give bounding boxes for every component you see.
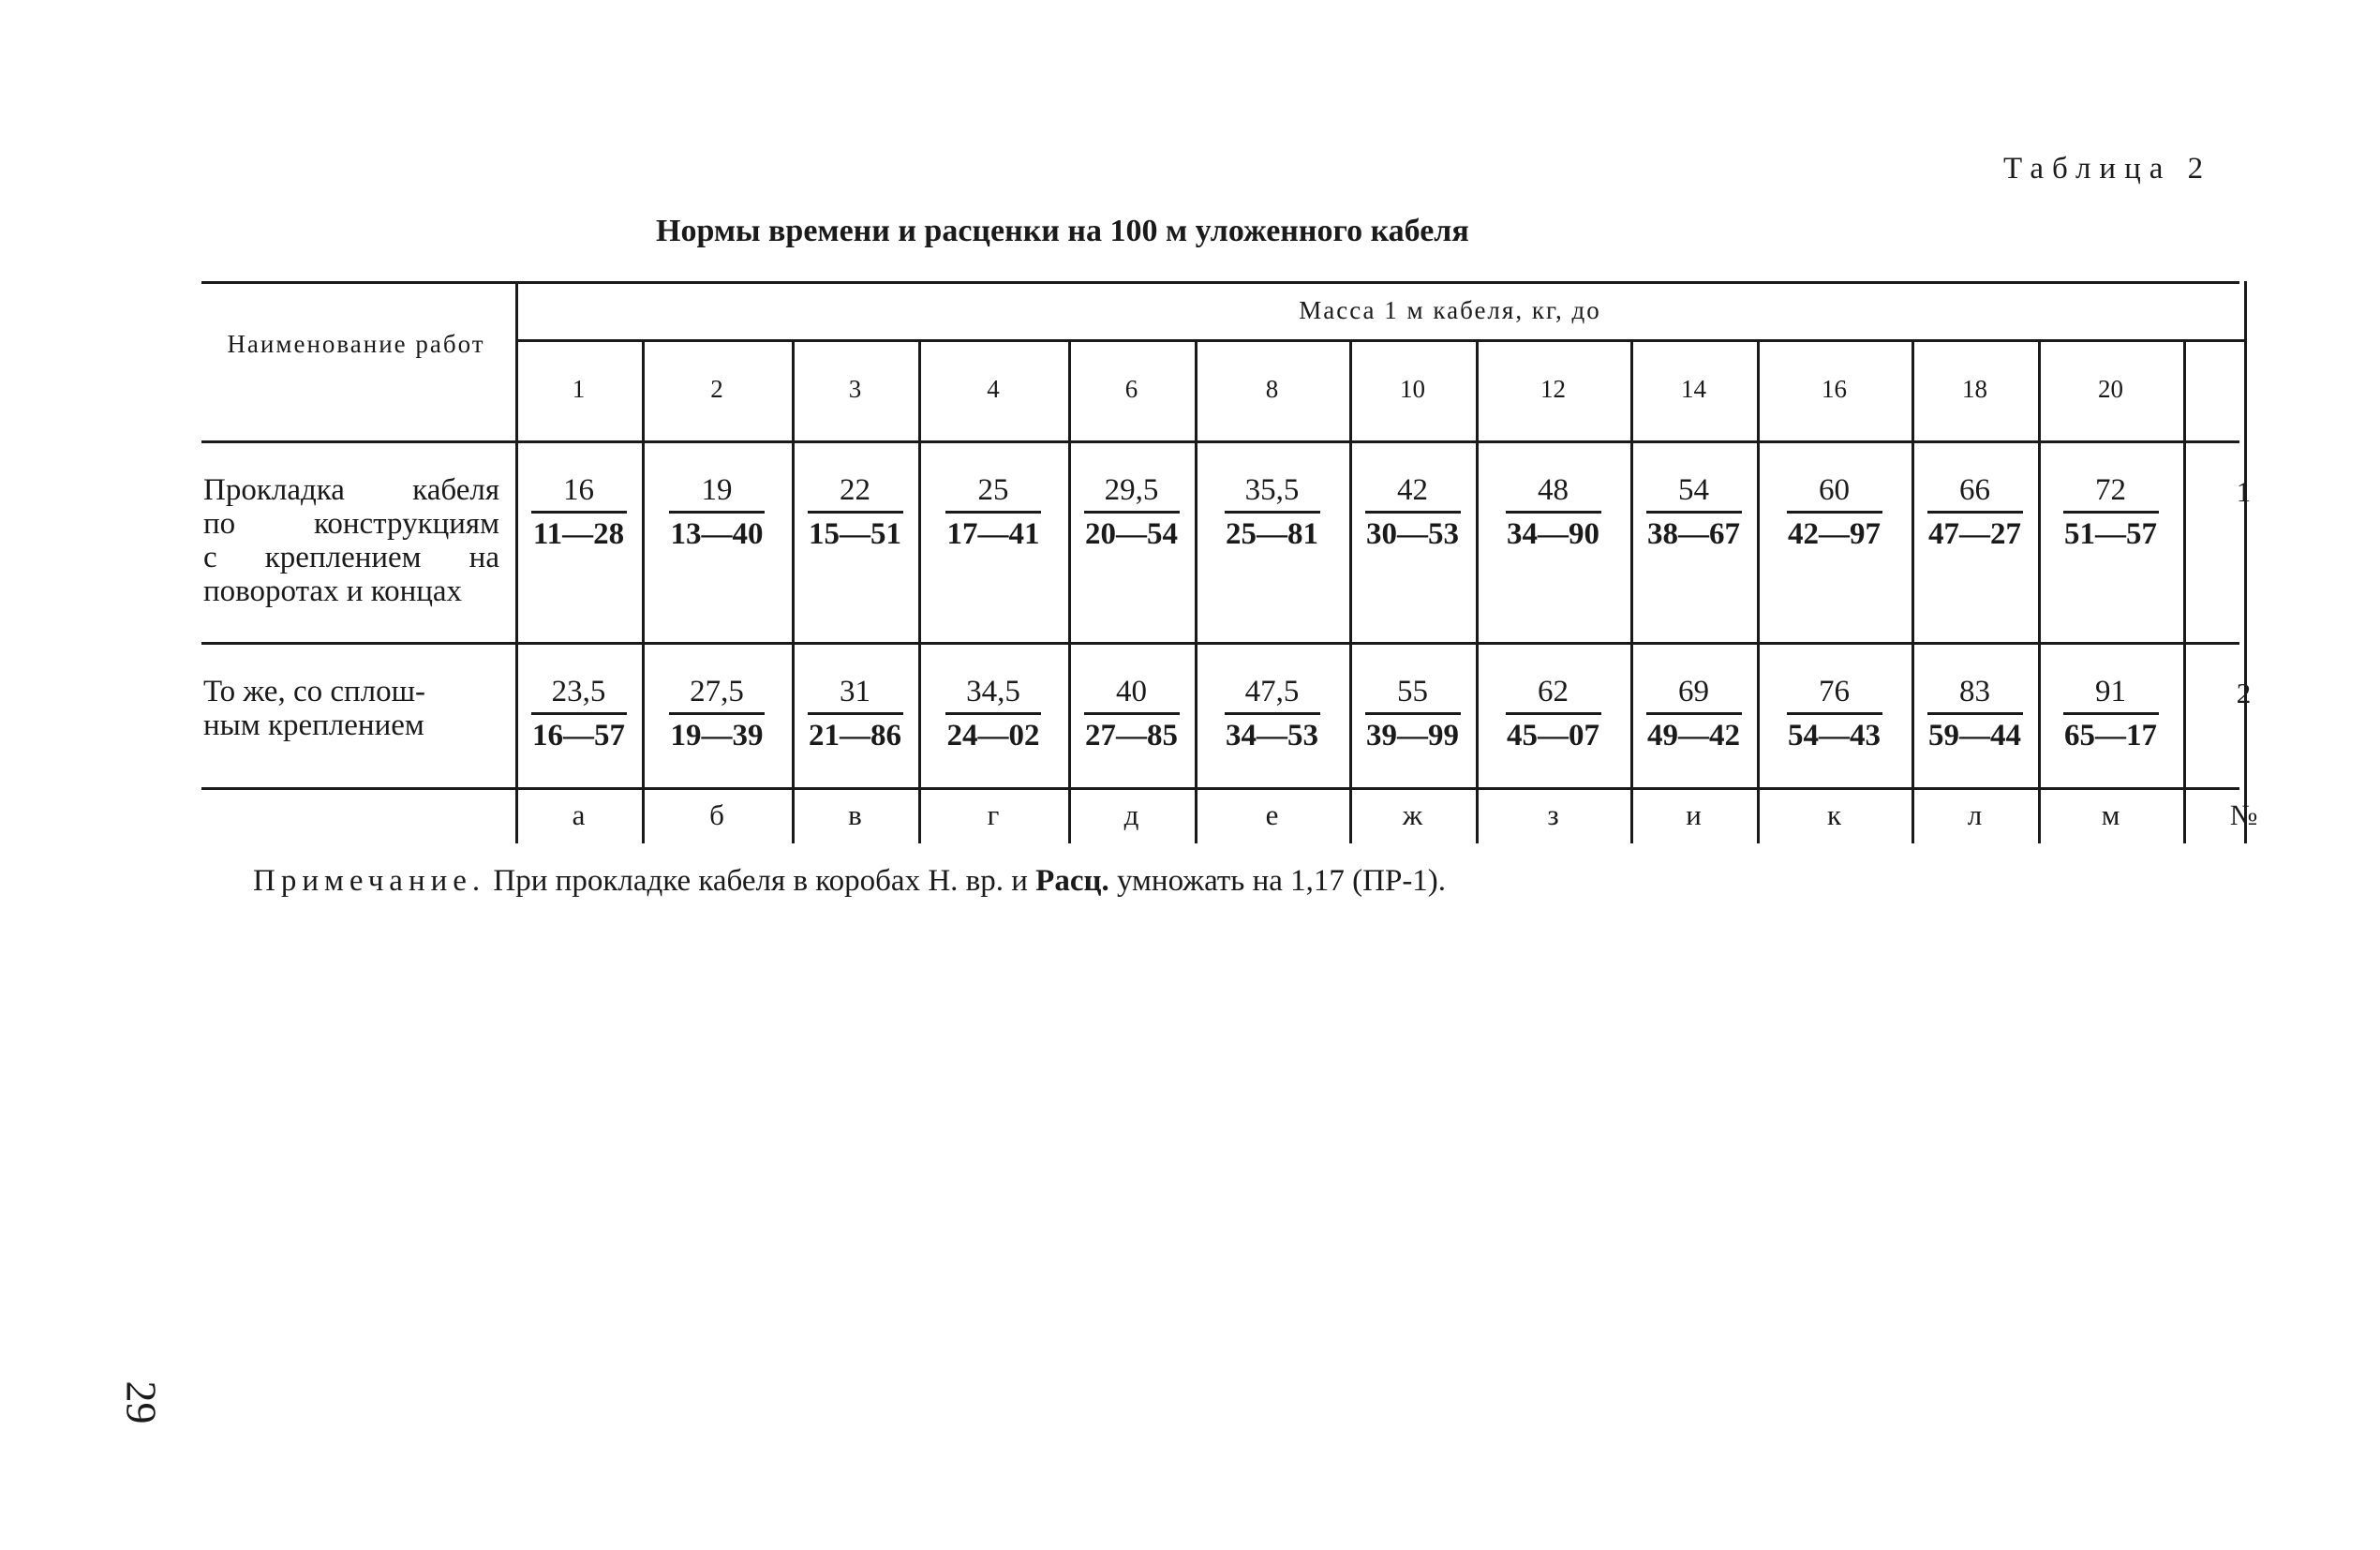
rate: 11—28 [532, 517, 625, 551]
time-norm: 29,5 [1104, 473, 1159, 507]
norm-fraction [1077, 675, 1187, 753]
work-name-line: То же, со сплош- [203, 675, 426, 708]
fraction-bar [1927, 511, 2023, 514]
rate: 34—90 [1507, 517, 1599, 551]
rate: 27—85 [1085, 719, 1178, 753]
rate: 34—53 [1226, 719, 1318, 753]
time-norm: 72 [2095, 473, 2126, 507]
fraction-bar [1787, 511, 1882, 514]
time-norm: 22 [840, 473, 870, 507]
norm-fraction [662, 675, 772, 753]
norm-fraction [1920, 473, 2030, 551]
column-header: 18 [1962, 375, 1987, 403]
norm-fraction [524, 675, 634, 753]
column-header: 14 [1681, 375, 1706, 403]
fraction-bar [2063, 511, 2159, 514]
work-name-line: по конструкциям [203, 507, 499, 541]
time-norm: 27,5 [690, 675, 744, 708]
column-rule [2183, 339, 2186, 843]
column-header: 2 [710, 375, 723, 403]
norm-fraction [800, 473, 911, 551]
column-rule [1630, 339, 1633, 843]
norm-fraction [1639, 473, 1749, 551]
work-name-line: Прокладка кабеля [203, 473, 499, 507]
rate: 13—40 [670, 517, 764, 551]
mass-header: Масса 1 м кабеля, кг, до [1299, 296, 1601, 324]
norm-fraction [1358, 473, 1468, 551]
time-norm: 55 [1397, 675, 1428, 708]
fraction-bar [1927, 712, 2023, 715]
fraction-bar [808, 511, 903, 514]
norm-fraction [2056, 675, 2166, 753]
column-header: 20 [2098, 375, 2123, 403]
time-norm: 19 [701, 473, 733, 507]
time-norm: 48 [1538, 473, 1569, 507]
table-label: Таблица 2 [2003, 152, 2212, 186]
rate: 21—86 [809, 719, 901, 753]
work-name-line: ным креплением [203, 708, 424, 742]
note-text-before: При прокладке кабеля в коробах Н. вр. и [485, 864, 1036, 898]
fraction-bar [1084, 712, 1180, 715]
column-header: 10 [1400, 375, 1425, 403]
column-letter: б [709, 798, 724, 831]
column-letter: м [2101, 798, 2120, 831]
fraction-bar [1646, 712, 1742, 715]
time-norm: 66 [1959, 473, 1990, 507]
rate: 38—67 [1647, 517, 1740, 551]
time-norm: 60 [1819, 473, 1850, 507]
norm-fraction [1498, 473, 1609, 551]
note-bold-term: Расц. [1035, 864, 1109, 898]
column-rule [1349, 339, 1352, 843]
column-rule [1195, 339, 1197, 843]
column-rule [918, 339, 921, 843]
norm-fraction [524, 473, 634, 551]
rate: 17—41 [946, 517, 1040, 551]
norm-fraction [1779, 675, 1890, 753]
time-norm: 76 [1819, 675, 1850, 708]
column-rule [1476, 339, 1479, 843]
rate: 51—57 [2064, 517, 2157, 551]
column-letter: л [1967, 798, 1983, 831]
fraction-bar [808, 712, 903, 715]
norm-fraction [1639, 675, 1749, 753]
row-separator-rule [201, 642, 2239, 645]
rate: 65—17 [2064, 719, 2157, 753]
norm-fraction [938, 675, 1049, 753]
column-rule [792, 339, 795, 843]
fraction-bar [1506, 712, 1601, 715]
time-norm: 42 [1397, 473, 1428, 507]
rate: 45—07 [1507, 719, 1599, 753]
number-column-rule [2244, 281, 2247, 843]
fraction-bar [945, 511, 1041, 514]
fraction-bar [945, 712, 1041, 715]
fraction-bar [531, 511, 627, 514]
rate: 24—02 [946, 719, 1040, 753]
time-norm: 25 [977, 473, 1009, 507]
time-norm: 83 [1959, 675, 1990, 708]
rate: 59—44 [1928, 719, 2021, 753]
work-name-header: Наименование работ [227, 330, 485, 358]
rate: 30—53 [1366, 517, 1459, 551]
table-bottom-rule [201, 787, 2239, 790]
norm-fraction [662, 473, 772, 551]
rate: 15—51 [809, 517, 901, 551]
time-norm: 69 [1678, 675, 1709, 708]
column-header: 4 [987, 375, 1000, 403]
fraction-bar [531, 712, 627, 715]
number-sign: № [2229, 798, 2258, 831]
time-norm: 35,5 [1244, 473, 1300, 507]
column-header: 3 [848, 375, 862, 403]
time-norm: 40 [1116, 675, 1147, 708]
work-name [203, 675, 499, 742]
norms-table [201, 281, 2258, 843]
column-letter: г [987, 798, 1000, 831]
fraction-bar [669, 712, 765, 715]
row-number: 1 [2236, 475, 2252, 508]
header-bottom-rule [201, 440, 2239, 443]
column-rule [2038, 339, 2041, 843]
fraction-bar [1225, 712, 1320, 715]
column-letter: з [1547, 798, 1559, 831]
rate: 25—81 [1226, 517, 1318, 551]
column-letter: к [1826, 798, 1842, 831]
table-title: Нормы времени и расценки на 100 м уложенного кабеля [656, 214, 1469, 248]
note-label: Примечание. [253, 864, 486, 898]
note [253, 864, 1446, 899]
rate: 16—57 [532, 719, 625, 753]
time-norm: 34,5 [966, 675, 1020, 708]
norm-fraction [800, 675, 911, 753]
norm-fraction [2056, 473, 2166, 551]
row-number: 2 [2236, 677, 2252, 709]
rate: 47—27 [1928, 517, 2021, 551]
column-letter: д [1123, 798, 1139, 831]
norm-fraction [938, 473, 1049, 551]
table-top-rule [201, 281, 2239, 284]
work-name-line: с креплением на [203, 541, 499, 574]
column-letter: е [1265, 798, 1279, 831]
rate: 19—39 [670, 719, 764, 753]
work-name-line: поворотах и концах [203, 574, 463, 608]
time-norm: 54 [1678, 473, 1709, 507]
norm-fraction [1498, 675, 1609, 753]
column-rule [1911, 339, 1914, 843]
fraction-bar [669, 511, 765, 514]
fraction-bar [1084, 511, 1180, 514]
name-column-rule [515, 281, 518, 843]
rate: 49—42 [1647, 719, 1740, 753]
norm-fraction [1217, 675, 1328, 753]
note-text-after: умножать на 1,17 (ПР-1). [1108, 864, 1447, 898]
norm-fraction [1077, 473, 1187, 551]
rate: 42—97 [1788, 517, 1881, 551]
column-header: 8 [1265, 375, 1279, 403]
fraction-bar [1787, 712, 1882, 715]
column-letter: а [572, 798, 586, 831]
work-name [203, 473, 499, 608]
page-number: 29 [117, 1380, 166, 1424]
column-letter: ж [1402, 798, 1423, 831]
column-rule [1757, 339, 1760, 843]
rate: 39—99 [1366, 719, 1459, 753]
column-letter: в [848, 798, 862, 831]
fraction-bar [1225, 511, 1320, 514]
time-norm: 47,5 [1244, 675, 1300, 708]
column-letter: и [1686, 798, 1702, 831]
time-norm: 62 [1538, 675, 1569, 708]
norm-fraction [1920, 675, 2030, 753]
time-norm: 23,5 [551, 675, 606, 708]
time-norm: 31 [840, 675, 870, 708]
mass-header-rule [515, 339, 2244, 342]
norm-fraction [1779, 473, 1890, 551]
rate: 54—43 [1788, 719, 1881, 753]
time-norm: 91 [2095, 675, 2126, 708]
column-header: 6 [1124, 375, 1138, 403]
norm-fraction [1358, 675, 1468, 753]
fraction-bar [1365, 511, 1461, 514]
fraction-bar [1506, 511, 1601, 514]
column-rule [642, 339, 645, 843]
time-norm: 16 [563, 473, 594, 507]
column-header: 12 [1540, 375, 1566, 403]
fraction-bar [1646, 511, 1742, 514]
column-header: 16 [1822, 375, 1847, 403]
column-rule [1068, 339, 1071, 843]
column-header: 1 [572, 375, 586, 403]
fraction-bar [1365, 712, 1461, 715]
rate: 20—54 [1085, 517, 1178, 551]
fraction-bar [2063, 712, 2159, 715]
norm-fraction [1217, 473, 1328, 551]
